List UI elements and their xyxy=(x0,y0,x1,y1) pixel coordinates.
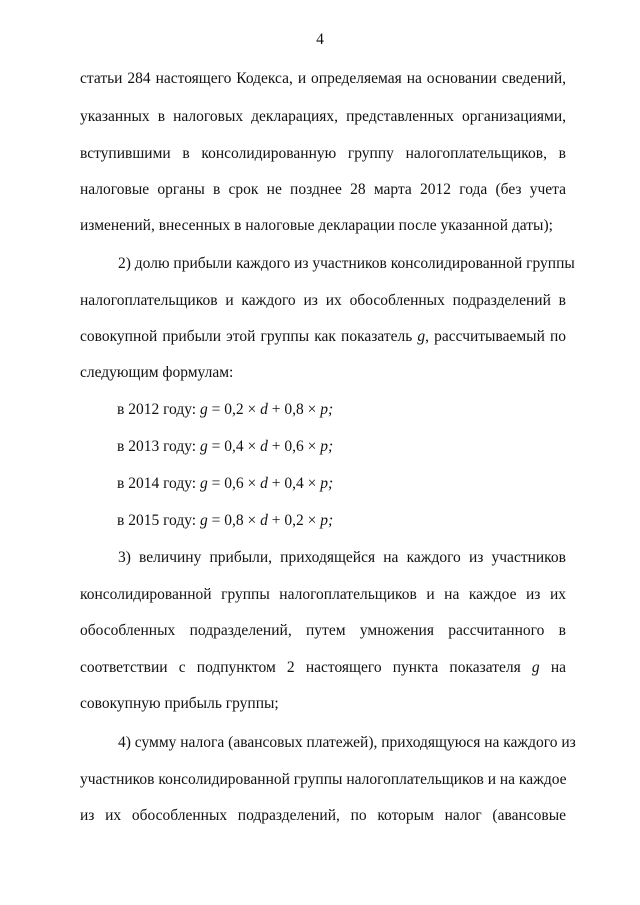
text-line: налогоплательщиков и каждого из их обособленных подразделений в xyxy=(80,292,566,309)
text-line: налоговые органы в срок не позднее 28 марта 2012 года (без учета xyxy=(80,181,566,198)
formula-2015: в 2015 году: g = 0,8 × d + 0,2 × p; xyxy=(117,512,334,529)
formula-2013: в 2013 году: g = 0,4 × d + 0,6 × p; xyxy=(117,438,334,455)
formula-2012: в 2012 году: g = 0,2 × d + 0,8 × p; xyxy=(117,401,334,418)
text-line: следующим формулам: xyxy=(80,364,234,381)
text-line: соответствии с подпунктом 2 настоящего пункта показателя g на xyxy=(80,659,566,676)
text-line: указанных в налоговых декларациях, представленных организациями, xyxy=(80,108,566,125)
text-line: совокупной прибыли этой группы как показатель g, рассчитываемый по xyxy=(80,328,566,345)
text-line: совокупную прибыль группы; xyxy=(80,695,279,712)
text-line: консолидированной группы налогоплательщиков и на каждое из их xyxy=(80,586,566,603)
text-line: изменений, внесенных в налоговые декларации после указанной даты); xyxy=(80,217,553,234)
formula-2014: в 2014 году: g = 0,6 × d + 0,4 × p; xyxy=(117,475,334,492)
text-line: 4) сумму налога (авансовых платежей), приходящуюся на каждого из xyxy=(118,734,576,751)
text-line: 3) величину прибыли, приходящейся на каждого из участников xyxy=(118,549,566,566)
text-line: обособленных подразделений, путем умножения рассчитанного в xyxy=(80,622,566,639)
text-line: 2) долю прибыли каждого из участников консолидированной группы xyxy=(118,255,575,272)
text-line: статьи 284 настоящего Кодекса, и определяемая на основании сведений, xyxy=(80,70,566,87)
text-line: вступившими в консолидированную группу налогоплательщиков, в xyxy=(80,145,566,162)
text-line: из их обособленных подразделений, по которым налог (авансовые xyxy=(80,807,566,824)
text-line: участников консолидированной группы налогоплательщиков и на каждое xyxy=(80,771,567,788)
page-number: 4 xyxy=(316,31,324,48)
